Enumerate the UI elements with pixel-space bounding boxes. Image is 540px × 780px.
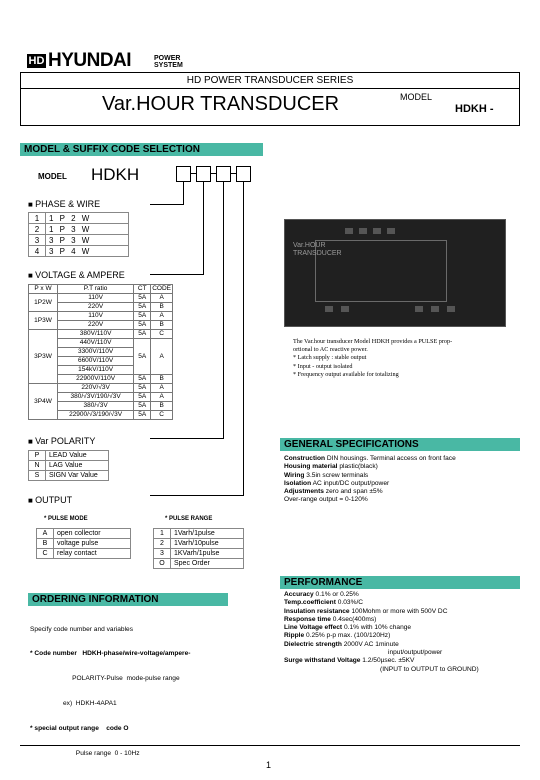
polarity-value: LEAD Value (46, 451, 109, 461)
spec-value: zero and span ±5% (325, 488, 383, 496)
ordering-line: * special output range code O (30, 725, 129, 733)
pulse-range-code: 2 (154, 539, 171, 549)
phase-code: 4 (29, 246, 46, 257)
spec-key: Surge withstand Voltage (284, 657, 361, 665)
table-row (29, 213, 129, 224)
suffix-box-4 (236, 166, 251, 182)
terminal (387, 228, 395, 234)
product-description (293, 338, 452, 379)
phase-code: 1 (29, 213, 46, 224)
pt-ratio: 380/√3V (58, 402, 134, 411)
device-label-line: TRANSDUCER (293, 250, 342, 257)
code: A (151, 384, 173, 393)
ct: 5A (134, 402, 151, 411)
pt-ratio: 220V (58, 321, 134, 330)
description-line: * Latch supply : stable output (293, 354, 367, 362)
ct: 5A (134, 393, 151, 402)
ordering-line: ex) HDKH-4APA1 (30, 700, 117, 708)
spec-key: Accuracy (284, 591, 314, 598)
device-label (293, 242, 342, 258)
spec-row (284, 599, 520, 607)
output-heading: ■ OUTPUT (28, 495, 72, 506)
spec-value: (INPUT to OUTPUT to GROUND) (380, 665, 479, 673)
terminal (325, 306, 333, 312)
phase-code: 2 (29, 224, 46, 235)
pulse-range-table (153, 528, 244, 569)
spec-key: Isolation (284, 479, 312, 487)
spec-value: 2000V AC 1minute (343, 640, 399, 648)
model-value: HDKH - (455, 103, 494, 115)
code: C (151, 411, 173, 420)
terminal (415, 306, 423, 312)
spec-value: DIN housings. Terminal access on front face (326, 455, 456, 462)
group-label: 3P4W (29, 384, 58, 420)
tree-line (150, 274, 204, 275)
pt-ratio: 110V (58, 294, 134, 303)
pulse-range-code: 3 (154, 549, 171, 559)
code: B (151, 303, 173, 312)
pulse-mode-code: B (37, 539, 54, 549)
page-title: Var.HOUR TRANSDUCER (102, 93, 340, 115)
tree-line (243, 182, 244, 495)
code: A (151, 312, 173, 321)
spec-row (284, 472, 520, 480)
pulse-mode-value: open collector (54, 529, 131, 539)
device-label-line: Var.HOUR (293, 242, 326, 249)
tree-line (150, 204, 184, 205)
table-row (154, 549, 244, 559)
pt-ratio: 220V (58, 303, 134, 312)
description-line: ortional to AC reactive power. (293, 346, 368, 354)
spec-row (284, 480, 520, 488)
table-row (29, 246, 129, 257)
model-label: MODEL (400, 92, 433, 102)
spec-row (284, 624, 520, 632)
pulse-range-value: 1KVarh/1pulse (171, 549, 244, 559)
spec-value: 100Mohm or more with 500V DC (351, 607, 448, 615)
performance-list (284, 591, 520, 674)
ordering-line: Pulse range 0 - 10Hz (30, 750, 140, 758)
phase-heading: ■ PHASE & WIRE (28, 199, 100, 210)
spec-value: Over-range output = 0-120% (284, 496, 368, 504)
general-spec-heading: GENERAL SPECIFICATIONS (280, 438, 520, 451)
spec-row (284, 608, 520, 616)
spec-value: 3.5in screw terminals (306, 471, 369, 479)
ct: 5A (134, 303, 151, 312)
pt-ratio: 154kV/110V (58, 366, 134, 375)
terminal (447, 306, 455, 312)
group-label: 1P3W (29, 312, 58, 330)
table-row (154, 559, 244, 569)
pulse-mode-table (36, 528, 131, 559)
terminal (373, 228, 381, 234)
logo-hd-mark: HD (28, 55, 45, 67)
polarity-value: LAG Value (46, 461, 109, 471)
logo-sub-power: POWER (154, 55, 181, 62)
spec-row (284, 616, 520, 624)
spec-value: 0.4sec(400ms) (332, 615, 377, 623)
spec-row (284, 641, 520, 649)
description-line: * Input - output isolated (293, 362, 353, 370)
table-row (154, 539, 244, 549)
code: A (151, 294, 173, 303)
logo-subtitle (154, 55, 183, 69)
spec-key: Housing material (284, 463, 338, 471)
spec-row (284, 496, 520, 504)
spec-key: Insulation resistance (284, 607, 350, 615)
terminal (431, 306, 439, 312)
table-row (37, 539, 131, 549)
table-row (29, 235, 129, 246)
suffix-box-1 (176, 166, 191, 182)
spec-key: Wiring (284, 471, 305, 479)
spec-value: 0.1% or 0.25% (315, 591, 359, 598)
table-row (29, 451, 109, 461)
footer-divider (20, 745, 520, 746)
code: B (151, 321, 173, 330)
ct: 5A (134, 330, 151, 339)
ct: 5A (134, 312, 151, 321)
pulse-mode-value: relay contact (54, 549, 131, 559)
table-row (29, 294, 173, 303)
terminal (341, 306, 349, 312)
ordering-heading: ORDERING INFORMATION (28, 593, 228, 606)
general-spec-list (284, 455, 520, 505)
spec-row (284, 666, 520, 674)
spec-key: Temp.coefficient (284, 599, 336, 607)
spec-value: 0.1% with 10% change (343, 624, 412, 632)
spec-value: 1.2/50µsec. ±5KV (362, 657, 415, 665)
table-row (29, 461, 109, 471)
polarity-code: N (29, 461, 46, 471)
tree-line (203, 182, 204, 274)
spec-value: 0.25% p-p max. (100/120Hz) (306, 632, 391, 640)
tree-line (223, 182, 224, 438)
pulse-mode-value: voltage pulse (54, 539, 131, 549)
code: A (151, 393, 173, 402)
ordering-line: Specify code number and variables (30, 625, 133, 633)
suffix-box-2 (196, 166, 211, 182)
pt-ratio: 22900V/110V (58, 375, 134, 384)
pt-ratio: 380/√3V/190/√3V (58, 393, 134, 402)
pulse-range-title: * PULSE RANGE (165, 516, 213, 522)
header-divider (20, 88, 520, 89)
spec-value: input/output/power (388, 649, 443, 657)
group-label: 3P3W (29, 330, 58, 384)
group-label: 1P2W (29, 294, 58, 312)
polarity-code: S (29, 471, 46, 481)
pulse-range-value: 1Varh/1pulse (171, 529, 244, 539)
pulse-mode-code: C (37, 549, 54, 559)
ct: 5A (134, 411, 151, 420)
description-line: * Frequency output available for totalizing (293, 370, 399, 378)
pt-ratio: 22900/√3/190/√3V (58, 411, 134, 420)
tree-line (150, 438, 224, 439)
spec-row (284, 649, 520, 657)
page-number: 1 (266, 760, 272, 770)
polarity-code: P (29, 451, 46, 461)
ct: 5A (134, 321, 151, 330)
polarity-heading: ■ Var POLARITY (28, 436, 95, 447)
spec-row (284, 488, 520, 496)
terminal (359, 228, 367, 234)
pulse-range-value: Spec Order (171, 559, 244, 569)
ordering-list (30, 609, 190, 767)
pt-ratio: 220V/√3V (58, 384, 134, 393)
pulse-mode-code: A (37, 529, 54, 539)
pt-ratio: 6600V/110V (58, 357, 134, 366)
voltage-heading: ■ VOLTAGE & AMPERE (28, 270, 125, 281)
table-row (29, 471, 109, 481)
model-suffix-heading: MODEL & SUFFIX CODE SELECTION (20, 143, 263, 156)
column-header: CODE (152, 285, 171, 292)
code: A (151, 339, 173, 375)
pulse-range-code: O (154, 559, 171, 569)
voltage-table (28, 284, 173, 420)
spec-row (284, 657, 520, 665)
phase-value: 3 P 3 W (46, 235, 129, 246)
spec-row (284, 632, 520, 640)
spec-row (284, 591, 520, 599)
performance-heading: PERFORMANCE (280, 576, 520, 589)
pt-ratio: 440V/110V (58, 339, 134, 348)
logo-brand-name: HYUNDAI (48, 50, 132, 71)
ordering-line: * Code number HDKH-phase/wire-voltage/ampere- (30, 650, 191, 658)
table-row (29, 330, 173, 339)
spec-key: Construction (284, 455, 326, 462)
pt-ratio: 110V (58, 312, 134, 321)
pulse-range-code: 1 (154, 529, 171, 539)
column-header: P x W (29, 285, 58, 294)
series-title: HD POWER TRANSDUCER SERIES (186, 75, 354, 86)
code: C (151, 330, 173, 339)
polarity-table (28, 450, 109, 481)
spec-value: AC input/DC output/power (312, 479, 390, 487)
spec-value: 0.03%/C (337, 599, 364, 607)
ordering-line: POLARITY-Pulse mode-pulse range (30, 675, 180, 683)
table-row (29, 285, 173, 294)
pt-ratio: 380V/110V (58, 330, 134, 339)
ct: 5A (134, 294, 151, 303)
product-photo (284, 219, 506, 327)
table-row (154, 529, 244, 539)
pulse-mode-title: * PULSE MODE (44, 516, 88, 522)
spec-key: Line Voltage effect (284, 624, 343, 632)
table-row (29, 312, 173, 321)
column-header: P.T ratio (58, 285, 134, 294)
suffix-model-label: MODEL (38, 172, 67, 181)
table-row (37, 529, 131, 539)
code: B (151, 402, 173, 411)
tree-line (150, 495, 244, 496)
spec-row (284, 455, 520, 463)
spec-key: Ripple (284, 632, 305, 640)
ct: 5A (134, 384, 151, 393)
pt-ratio: 3300V/110V (58, 348, 134, 357)
terminal (345, 228, 353, 234)
phase-value: 3 P 4 W (46, 246, 129, 257)
spec-value: plastic(black) (339, 463, 378, 471)
suffix-box-3 (216, 166, 231, 182)
ct: 5A (134, 375, 151, 384)
table-row (37, 549, 131, 559)
phase-value: 1 P 2 W (46, 213, 129, 224)
code: B (151, 375, 173, 384)
description-line: The Var.hour transducer Model HDKH provides a PULSE prop- (293, 338, 453, 345)
ct: 5A (134, 339, 151, 375)
polarity-value: SIGN Var Value (46, 471, 109, 481)
column-header: CT (134, 285, 151, 294)
tree-line (183, 182, 184, 204)
pulse-range-value: 1Varh/10pulse (171, 539, 244, 549)
spec-row (284, 463, 520, 471)
logo-sub-system: SYSTEM (154, 62, 183, 69)
spec-key: Dielectric strength (284, 640, 342, 648)
spec-key: Adjustments (284, 488, 324, 496)
spec-key: Response time (284, 615, 331, 623)
table-row (29, 224, 129, 235)
phase-table (28, 212, 129, 257)
suffix-model-code: HDKH (91, 165, 140, 184)
phase-code: 3 (29, 235, 46, 246)
phase-value: 1 P 3 W (46, 224, 129, 235)
table-row (29, 384, 173, 393)
